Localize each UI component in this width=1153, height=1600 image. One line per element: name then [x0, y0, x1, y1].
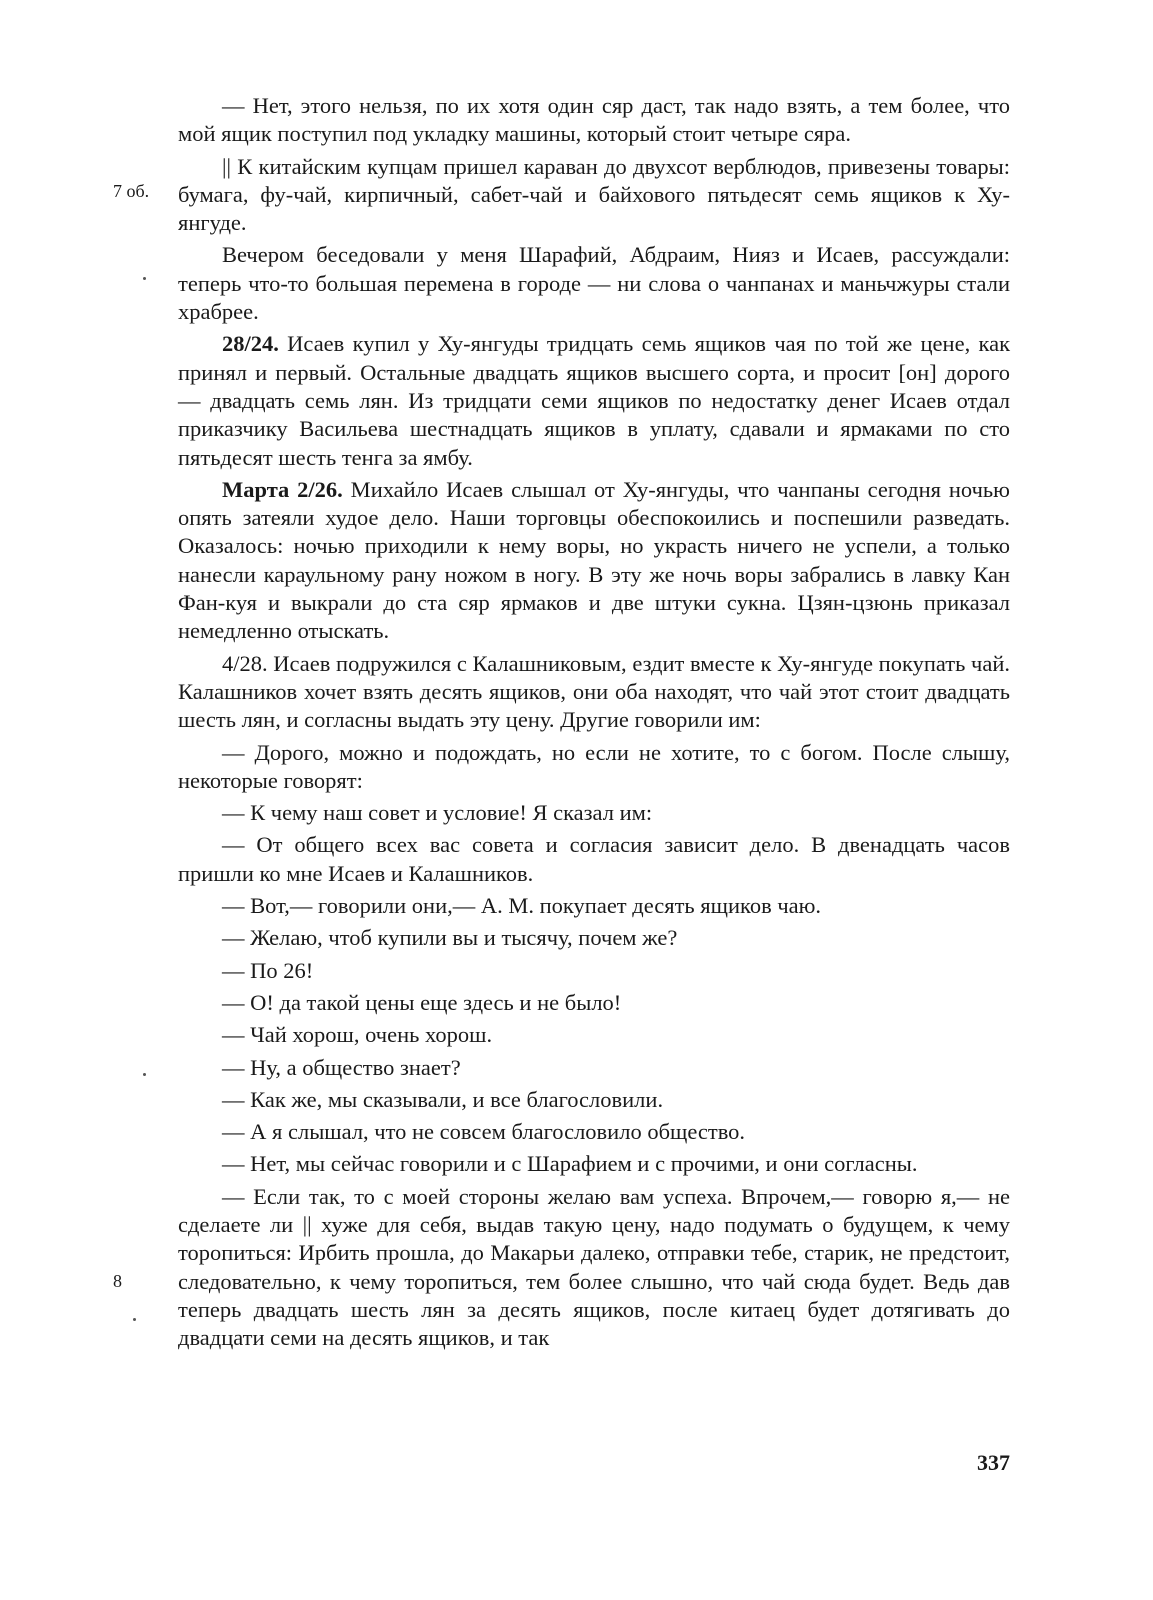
paragraph	[178, 153, 1010, 238]
paragraph-text: — Дорого, можно и подождать, но если не хотите, то с богом. После слышу, некоторые говорят:	[178, 739, 1010, 793]
paragraph-text: — Желаю, чтоб купили вы и тысячу, почем же?	[222, 925, 678, 951]
paragraph-text: — Вот,— говорили они,— А. М. покупает десять ящиков чаю.	[222, 893, 822, 919]
paragraph	[178, 330, 1010, 471]
margin-folio-note: 8	[113, 1271, 122, 1291]
paragraph	[178, 989, 1010, 1017]
paragraph-text: — Нет, мы сейчас говорили и с Шарафием и с прочими, и они согласны.	[222, 1151, 918, 1177]
paragraph	[178, 799, 1010, 827]
paragraph	[178, 892, 1010, 920]
paragraph	[178, 92, 1010, 149]
paragraph	[178, 1021, 1010, 1049]
paragraph-text: — От общего всех вас совета и согласия зависит дело. В двенадцать часов пришли ко мне Исаев и Калашников.	[178, 832, 1010, 886]
paragraph	[178, 476, 1010, 646]
paragraph-text: — А я слышал, что не совсем благословило общество.	[222, 1119, 746, 1145]
paragraph	[178, 1086, 1010, 1114]
date-lead: 28/24.	[222, 331, 279, 357]
paragraph-text: — Чай хорош, очень хорош.	[222, 1022, 493, 1048]
paragraph	[178, 739, 1010, 796]
paragraph	[178, 831, 1010, 888]
paragraph	[178, 1054, 1010, 1082]
paragraph	[178, 1183, 1010, 1353]
paragraph-text: Михайло Исаев слышал от Ху-янгуды, что чанпаны сегодня ночью опять затеяли худое дело. Наши торговцы обеспокоились и поспешили разведать. Оказалось: ночью приходили к нему воры, но украсть ничего не успели, а только нанесли караульному рану ножом в ногу. В эту же ночь воры забрались в лавку Кан Фан-куя и выкрали до ста сяр ярмаков и две штуки сукна. Цзян-цзюнь приказал немедленно отыскать.	[178, 476, 1010, 644]
paragraph	[178, 241, 1010, 326]
margin-folio-note: 7 об.	[113, 181, 150, 201]
paragraph-text: — Нет, этого нельзя, по их хотя один сяр даст, так надо взять, а тем более, что мой ящик поступил под укладку машины, который стоит четыре сяра.	[178, 93, 1010, 147]
paragraph	[178, 650, 1010, 735]
date-lead: Марта 2/26.	[222, 476, 343, 502]
paragraph	[178, 1150, 1010, 1178]
paragraph-text: — По 26!	[222, 957, 314, 983]
paragraph-text: — К чему наш совет и условие! Я сказал им:	[222, 800, 653, 826]
paragraph-text: — Как же, мы сказывали, и все благословили.	[222, 1086, 664, 1112]
scan-speck	[133, 1318, 136, 1321]
paragraph-text: — Если так, то с моей стороны желаю вам успеха. Впрочем,— говорю я,— не сделаете ли || хуже для себя, выдав такую цену, надо подумать о будущем, к чему торопиться: Ирбить прошла, до Макарьи далеко, отправки тебе, старик, не предстоит, следовательно, к чему торопиться, тем более слышно, что чай сюда будет. Ведь дав теперь двадцать шесть лян за десять ящиков, после китаец будет дотягивать до двадцати семи на десять ящиков, и так	[178, 1183, 1010, 1351]
paragraph-text: Вечером беседовали у меня Шарафий, Абдраим, Нияз и Исаев, рассуждали: теперь что-то большая перемена в городе — ни слова о чанпанах и маньчжуры стали храбрее.	[178, 242, 1010, 325]
paragraph-text: Исаев купил у Ху-янгуды тридцать семь ящиков чая по той же цене, как принял и первый. Остальные двадцать ящиков высшего сорта, и просит [он] дорого — двадцать семь лян. Из тридцати семи ящиков по недостатку денег Исаев отдал приказчику Васильева шестнадцать ящиков в уплату, сдавали и ярмаками по сто пятьдесят шесть тенга за ямбу.	[178, 331, 1010, 470]
scan-speck	[143, 277, 146, 280]
paragraph	[178, 957, 1010, 985]
paragraph-text: 4/28. Исаев подружился с Калашниковым, ездит вместе к Ху-янгуде покупать чай. Калашников хочет взять десять ящиков, они оба находят, что чай этот стоит двадцать шесть лян, и согласны выдать эту цену. Другие говорили им:	[178, 650, 1010, 733]
main-text	[178, 92, 1010, 1352]
scan-speck	[143, 1073, 146, 1076]
paragraph	[178, 924, 1010, 952]
paragraph-text: — О! да такой цены еще здесь и не было!	[222, 989, 622, 1015]
paragraph	[178, 1118, 1010, 1146]
paragraph-text: — Ну, а общество знает?	[222, 1054, 461, 1080]
paragraph-text: || К китайским купцам пришел караван до двухсот верблюдов, привезены товары: бумага, фу-чай, кирпичный, сабет-чай и байхового пятьдесят семь ящиков к Ху-янгуде.	[178, 153, 1010, 236]
page-number: 337	[977, 1450, 1010, 1475]
